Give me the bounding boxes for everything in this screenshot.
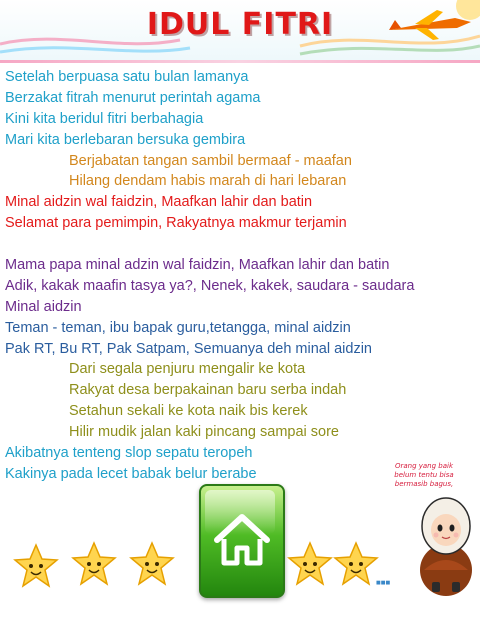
- lyric-line: Berjabatan tangan sambil bermaaf - maafan: [69, 152, 352, 169]
- lyrics-block: [5, 67, 475, 485]
- home-button[interactable]: [199, 484, 285, 598]
- small-logo: ■■■: [376, 580, 391, 586]
- lyric-line: Hilang dendam habis marah di hari lebaran: [69, 173, 347, 190]
- star-icon: [128, 540, 176, 588]
- title-banner: [0, 0, 480, 60]
- star-icon: [286, 540, 334, 588]
- star-icon: [332, 540, 380, 588]
- lyric-line: Berzakat fitrah menurut perintah agama: [5, 89, 261, 106]
- lyric-line: Mama papa minal adzin wal faidzin, Maafkan lahir dan batin: [5, 257, 390, 274]
- lyric-line: Kini kita beridul fitri berbahagia: [5, 110, 204, 127]
- lyric-line: Adik, kakak maafin tasya ya?, Nenek, kakek, saudara - saudara: [5, 277, 415, 294]
- lyric-line: Rakyat desa berpakainan baru serba indah: [69, 382, 347, 399]
- lyric-line: Setahun sekali ke kota naik bis kerek: [69, 403, 308, 420]
- banner-divider: [0, 60, 480, 63]
- lyric-line: Setelah berpuasa satu bulan lamanya: [5, 69, 249, 85]
- lyric-line: Akibatnya tenteng slop sepatu teropeh: [5, 445, 253, 462]
- verse-gap: [5, 234, 475, 255]
- lyric-line: Kakinya pada lecet babak belur berabe: [5, 465, 257, 482]
- lyric-line: Selamat para pemimpin, Rakyatnya makmur terjamin: [5, 215, 347, 232]
- lyric-line: Minal aidzin: [5, 298, 82, 315]
- lyric-line: Hilir mudik jalan kaki pincang sampai sore: [69, 424, 339, 441]
- side-note-line: Orang yang baik: [394, 462, 454, 470]
- side-note-line: bermasib bagus,: [394, 480, 454, 488]
- lyric-line: Mari kita berlebaran bersuka gembira: [5, 131, 246, 148]
- lyric-line: Dari segala penjuru mengalir ke kota: [69, 361, 306, 378]
- side-note-line: belum tentu bisa: [394, 471, 454, 479]
- side-note: [378, 462, 470, 489]
- lyric-line: Minal aidzin wal faidzin, Maafkan lahir dan batin: [5, 194, 313, 211]
- page-title: IDUL FITRI: [146, 7, 334, 42]
- girl-illustration: [408, 486, 480, 598]
- star-icon: [70, 540, 118, 588]
- lyric-line: Teman - teman, ibu bapak guru,tetangga, minal aidzin: [5, 319, 351, 336]
- lyric-line: Pak RT, Bu RT, Pak Satpam, Semuanya deh minal aidzin: [5, 340, 372, 357]
- star-icon: [12, 542, 60, 590]
- house-icon: [211, 510, 273, 570]
